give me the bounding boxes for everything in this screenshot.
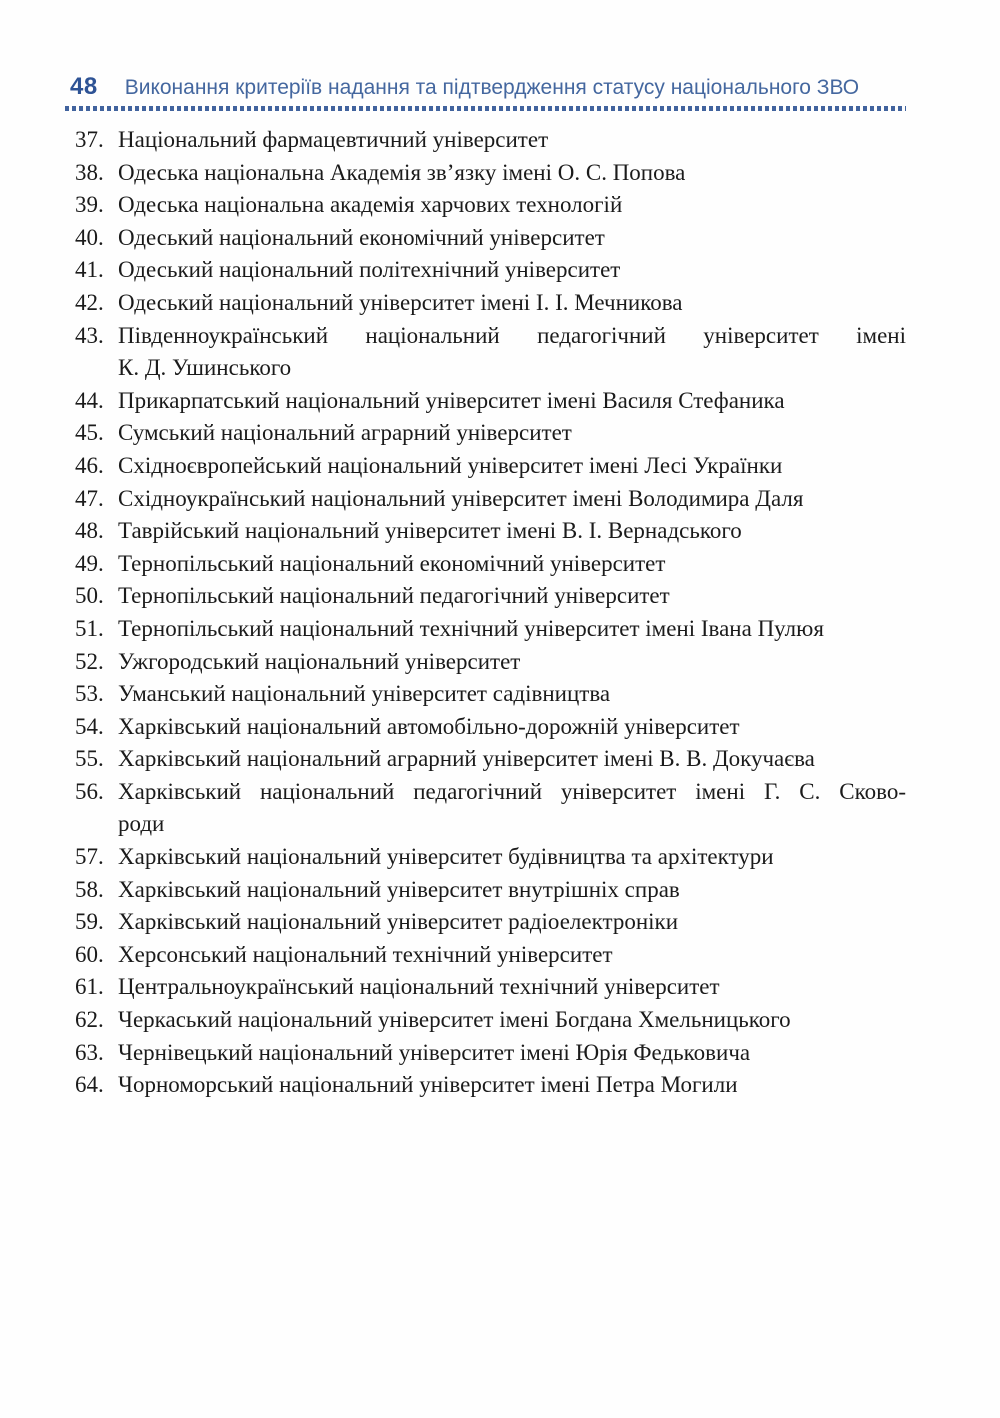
list-item-line: Одеський національний університет імені І. І. Мечникова (118, 289, 683, 315)
list-item-line: Одеська національна Академія зв’язку імені О. С. Попова (118, 159, 686, 185)
list-item-line: Національний фармацевтичний університет (118, 127, 549, 152)
list-item-text (118, 580, 906, 613)
list-item-number: 53. (75, 681, 104, 707)
list-item-text (118, 385, 906, 418)
page-header (70, 74, 905, 101)
list-item-number: 42. (75, 289, 104, 315)
list-item (75, 548, 906, 581)
list-item-line: Харківський національний університет будівництва та архітектури (118, 844, 774, 870)
list-item-number: 60. (75, 941, 104, 967)
list-item-number: 54. (75, 713, 104, 739)
list-item (75, 417, 906, 450)
list-item-text (118, 124, 906, 157)
list-item-text (118, 906, 906, 939)
list-item (75, 157, 906, 190)
list-item (75, 1004, 906, 1037)
list-item (75, 841, 906, 874)
list-item-line: роди (118, 811, 165, 837)
list-item (75, 678, 906, 711)
list-item-text (118, 450, 906, 483)
university-list (75, 124, 906, 1102)
list-item-text (118, 743, 906, 776)
list-item (75, 254, 906, 287)
list-item (75, 189, 906, 222)
list-item-text (118, 678, 906, 711)
list-item-number: 62. (75, 1007, 104, 1033)
list-item-number: 41. (75, 257, 104, 283)
list-item-line: Центральноукраїнський національний технічний університет (118, 974, 720, 1000)
list-item-line: Південноукраїнський національний педагогічний університет імені (118, 322, 906, 348)
list-item (75, 711, 906, 744)
list-item (75, 320, 906, 385)
list-item-number: 49. (75, 550, 104, 576)
list-item (75, 515, 906, 548)
list-item-number: 50. (75, 583, 104, 609)
running-title: Виконання критеріїв надання та підтвердження статусу національного ЗВО (124, 76, 860, 99)
list-item (75, 939, 906, 972)
list-item-number: 56. (75, 778, 104, 804)
list-item (75, 971, 906, 1004)
list-item-text (118, 841, 906, 874)
list-item-line: Тернопільський національний технічний університет імені Івана Пулюя (118, 615, 824, 641)
list-item-line: Чернівецький національний університет імені Юрія Федьковича (118, 1039, 751, 1065)
list-item-text (118, 776, 906, 841)
list-item-text (118, 320, 906, 385)
list-item-number: 45. (75, 420, 104, 446)
list-item-line: Харківський національний університет радіоелектроніки (118, 909, 678, 935)
list-item (75, 385, 906, 418)
list-item-text (118, 939, 906, 972)
list-item (75, 613, 906, 646)
list-item-number: 43. (75, 322, 104, 348)
list-item-line: К. Д. Ушинського (118, 355, 292, 381)
list-item-text (118, 189, 906, 222)
list-item-line: Тернопільський національний педагогічний університет (118, 583, 670, 609)
list-item-line: Східноєвропейський національний університет імені Лесі Українки (118, 452, 783, 478)
list-item-text (118, 874, 906, 907)
list-item (75, 287, 906, 320)
list-item-line: Харківський національний університет внутрішніх справ (118, 876, 680, 902)
list-item-number: 58. (75, 876, 104, 902)
list-item-number: 63. (75, 1039, 104, 1065)
list-item-text (118, 1004, 906, 1037)
list-item-number: 48. (75, 518, 104, 544)
list-item-number: 57. (75, 844, 104, 870)
list-item (75, 1037, 906, 1070)
list-item (75, 450, 906, 483)
list-item-number: 64. (75, 1072, 104, 1098)
list-item-text (118, 157, 906, 190)
list-item-text (118, 1037, 906, 1070)
header-dotted-rule (65, 106, 906, 111)
list-item-line: Східноукраїнський національний університет імені Володимира Даля (118, 485, 804, 511)
list-item-line: Уманський національний університет садівництва (118, 681, 611, 707)
list-item-text (118, 613, 906, 646)
list-item-text (118, 548, 906, 581)
list-item-number: 61. (75, 974, 104, 1000)
list-item (75, 124, 906, 157)
list-item-number: 40. (75, 224, 104, 250)
list-item-text (118, 483, 906, 516)
list-item-line: Херсонський національний технічний університет (118, 941, 613, 967)
list-item (75, 580, 906, 613)
list-item-text (118, 417, 906, 450)
list-item-line: Сумський національний аграрний університет (118, 420, 572, 446)
list-item-number: 52. (75, 648, 104, 674)
list-item (75, 483, 906, 516)
list-item-number: 46. (75, 452, 104, 478)
list-item (75, 646, 906, 679)
list-item-number: 51. (75, 615, 104, 641)
list-item-line: Ужгородський національний університет (118, 648, 521, 674)
list-item-text (118, 711, 906, 744)
list-item-line: Харківський національний аграрний університет імені В. В. Докучаєва (118, 746, 815, 772)
list-item-text (118, 222, 906, 255)
list-item-text (118, 254, 906, 287)
list-item-text (118, 971, 906, 1004)
list-item-line: Одеська національна академія харчових технологій (118, 192, 623, 218)
list-item-line: Одеський національний економічний університет (118, 224, 605, 250)
page-number: 48 (70, 73, 98, 100)
list-item-line: Таврійський національний університет імені В. І. Вернадського (118, 518, 742, 544)
list-item-number: 55. (75, 746, 104, 772)
list-item-number: 47. (75, 485, 104, 511)
list-item (75, 906, 906, 939)
list-item (75, 222, 906, 255)
list-item-line: Чорноморський національний університет імені Петра Могили (118, 1072, 738, 1098)
list-item-text (118, 515, 906, 548)
list-item (75, 743, 906, 776)
list-item-text (118, 287, 906, 320)
list-item-number: 38. (75, 159, 104, 185)
list-item-number: 39. (75, 192, 104, 218)
list-item-line: Одеський національний політехнічний університет (118, 257, 621, 283)
list-item-text (118, 1069, 906, 1102)
list-item-number: 59. (75, 909, 104, 935)
list-item (75, 1069, 906, 1102)
list-item-line: Тернопільський національний економічний університет (118, 550, 666, 576)
list-item-line: Черкаський національний університет імені Богдана Хмельницького (118, 1007, 791, 1033)
list-item-number: 37. (75, 127, 104, 152)
list-item-line: Харківський національний автомобільно-дорожній університет (118, 713, 740, 739)
list-item-number: 44. (75, 387, 104, 413)
list-item (75, 874, 906, 907)
list-item-text (118, 646, 906, 679)
list-item (75, 776, 906, 841)
list-item-line: Прикарпатський національний університет імені Василя Стефаника (118, 387, 785, 413)
list-item-line: Харківський національний педагогічний університет імені Г. С. Сково- (118, 778, 906, 804)
